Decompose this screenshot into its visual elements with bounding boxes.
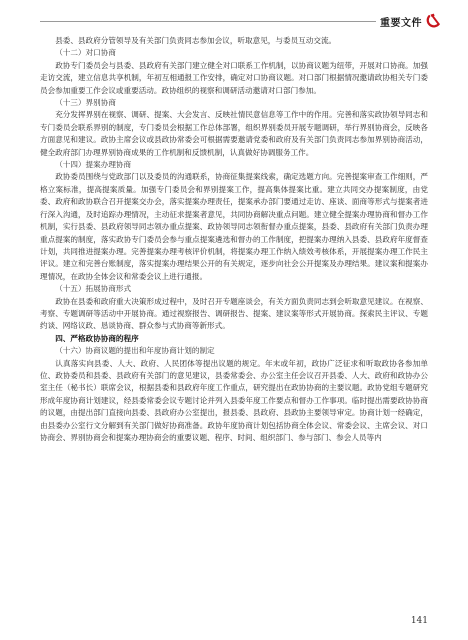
document-body — [40, 35, 428, 444]
section-heading: 四、严格政协协商的程序 — [55, 333, 139, 343]
body-paragraph: 认真落实向县委、人大、政府、人民团体等提出议题的规定。年末或年初，政协广泛征求和听取政协各参加单位、政协委员和县委、县政府有关部门的意见建议，县委常委会、办公室主任会议召开县委、人大、政府和政协办公室主任（秘书长）联席会议，根据县委和县政府年度工作重点，研究提出在政协协商的主要议题。政协党组专题研究形成年度协商计划建议，经县委常委会议专题讨论并列入县委年度工作要点和督办工作事项。临时提出需要政协协商的议题，由提出部门直接向县委、县政府办公室提出，报县委、县政府、县政协主要领导审定。协商计划一经确定，由县委办公室行文分解到有关部门做好协商准备。政协年度协商计划包括协商全体会议、常委会议、主席会议、对口协商会、界别协商会和提案办理协商会的重要议题、程序、时间、组织部门、参与部门、参会人员等内 — [40, 358, 428, 442]
page-number: 141 — [410, 616, 428, 626]
body-paragraph: 政协在县委和政府重大决策形成过程中，及时召开专题座谈会，有关方面负责同志到会听取意见建议。在视察、考察、专题调研等活动中开展协商。通过视察报告、调研报告、提案、建议案等形式开展协商。探索民主评议、专题约谈、网络议政、恳谈协商、群众参与式协商等新形式。 — [40, 296, 428, 331]
subsection-heading: （十五）拓展协商形式 — [55, 284, 132, 294]
subsection-heading: （十二）对口协商 — [55, 48, 116, 58]
page-header — [40, 12, 442, 32]
body-paragraph: 县委、县政府分管领导及有关部门负责同志参加会议，听取意见，与委员互动交流。 — [55, 36, 337, 45]
hammer-sickle-emblem-icon — [426, 12, 442, 28]
body-paragraph: 充分发挥界别在视察、调研、提案、大会发言、反映社情民意信息等工作中的作用。完善和落实政协领导同志和专门委员会联系界别的制度，专门委员会根据工作总体部署，组织界别委员开展专题调研，举行界别协商会，反映各方面意见和建议。政协主席会议或县政协常委会可根据需要邀请党委和政府及有关部门负责同志参加界别协商活动，健全政府部门办理界别协商成果的工作机制和反馈机制，认真做好协调服务工作。 — [40, 110, 428, 157]
body-paragraph: 政协委员围绕与党政部门以及委员的沟通联系，协商征集提案线索，确定选题方向。完善提案审查工作细则，严格立案标准，提高提案质量。加强专门委员会和界别提案工作，提高集体提案比重。建立共同交办提案制度，由党委、政府和政协联合召开提案交办会，落实提案办理责任，提案承办部门要通过走访、座谈、面商等形式与提案者进行深入沟通，及时追踪办理情况，主动征求提案者意见，共同协商解决重点问题。建立健全提案办理协商和督办工作机制，实行县委、县政府领导同志领办重点提案、政协领导同志领衔督办重点提案，县委、县政府有关部门负责办理重点提案的制度，落实政协专门委员会参与重点提案遴选和督办的工作制度，把提案办理纳入县委、县政府年度督查计划，共同推进提案办理。完善提案办理考核评价机制，将提案办理工作纳入绩效考核体系，开展提案办理工作民主评议。建立和完善台账制度，落实提案办理结果公开的有关规定，逐步向社会公开提案及办理结果。建议案和提案办理情况，在政协全体会议和常委会议上进行通报。 — [40, 172, 428, 281]
subsection-heading: （十六）协商议题的提出和年度协商计划的制定 — [55, 346, 215, 356]
header-rule — [40, 21, 380, 22]
subsection-heading: （十四）提案办理协商 — [55, 160, 132, 170]
subsection-heading: （十三）界别协商 — [55, 98, 116, 108]
header-title: 重要文件 — [376, 14, 422, 29]
body-paragraph: 政协专门委员会与县委、县政府有关部门建立健全对口联系工作机制，以协商议题为纽带，开展对口协商。加强走访交流，建立信息共享机制，年初互相通报工作安排，确定对口协商议题。对口部门根据情况邀请政协相关专门委员会参加重要工作会议或重要活动。政协组织的视察和调研活动邀请对口部门参加。 — [40, 60, 428, 95]
